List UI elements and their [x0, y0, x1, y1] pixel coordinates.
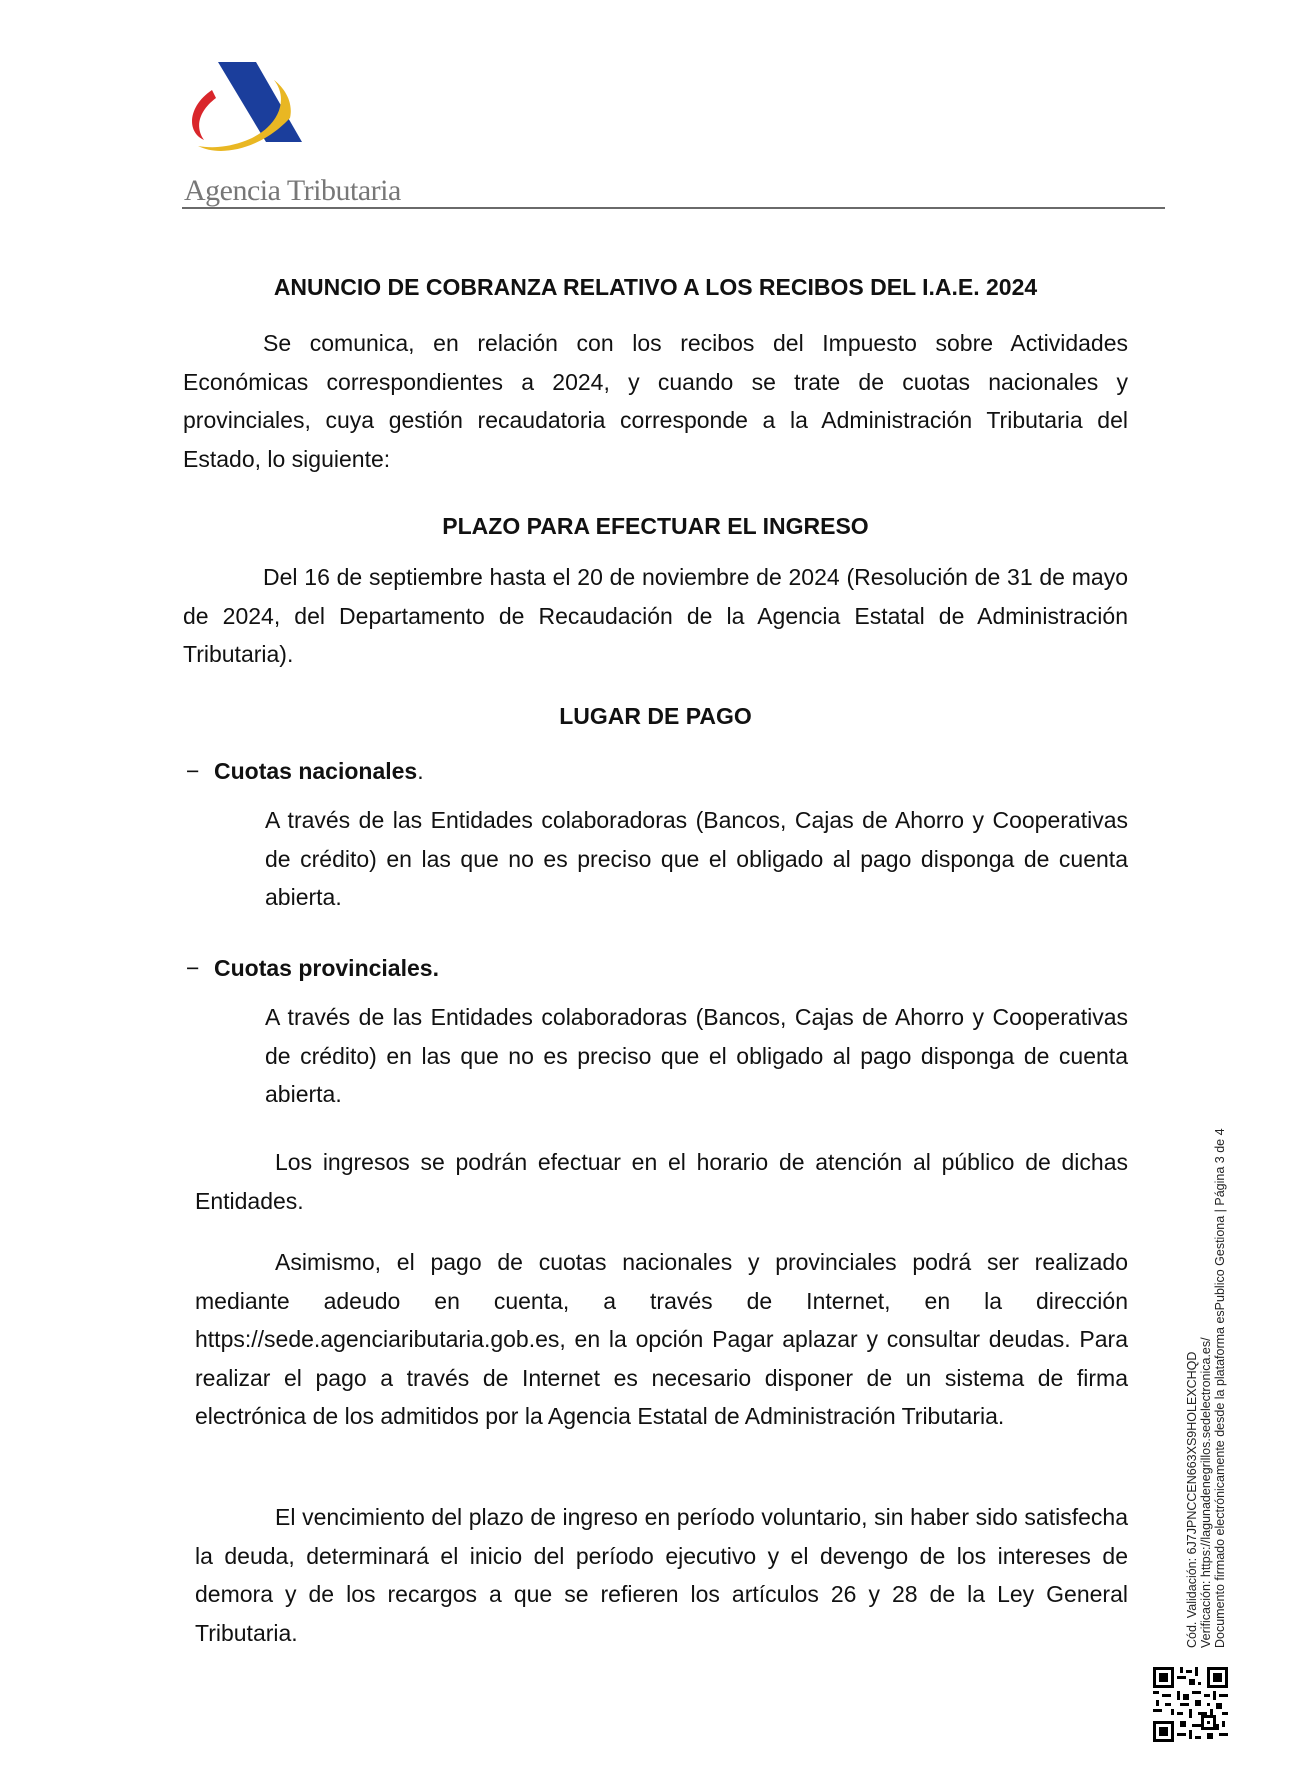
- bullet-punct: .: [417, 758, 424, 784]
- horario-paragraph: Los ingresos se podrán efectuar en el horario de atención al público de dichas Entidades.: [195, 1149, 1128, 1214]
- bullet-cuotas-provinciales: [186, 955, 439, 982]
- document-title: ANUNCIO DE COBRANZA RELATIVO A LOS RECIBOS DEL I.A.E. 2024: [273, 274, 1038, 300]
- nacionales-paragraph: A través de las Entidades colaboradoras (Bancos, Cajas de Ahorro y Cooperativas de crédito) en las que no es preciso que el obligado al pago disponga de cuenta abierta.: [265, 807, 1128, 910]
- qr-code-icon: [1153, 1667, 1228, 1742]
- plazo-paragraph: Del 16 de septiembre hasta el 20 de noviembre de 2024 (Resolución de 31 de mayo de 2024, del Departamento de Recaudación de la Agencia Estatal de Administración Tributaria).: [183, 564, 1128, 667]
- logo-text: Agencia Tributaria: [184, 174, 401, 207]
- intro-paragraph: Se comunica, en relación con los recibos del Impuesto sobre Actividades Económicas correspondientes a 2024, y cuando se trate de cuotas nacionales y provinciales, cuya gestión recaudatoria corresponde a la Administración Tributaria del Estado, lo siguiente:: [183, 330, 1128, 472]
- bullet-label: Cuotas provinciales.: [214, 955, 439, 981]
- header-rule: [182, 207, 1165, 209]
- plazo-heading: PLAZO PARA EFECTUAR EL INGRESO: [442, 513, 869, 539]
- lugar-heading: LUGAR DE PAGO: [559, 703, 752, 729]
- vencimiento-paragraph: El vencimiento del plazo de ingreso en período voluntario, sin haber sido satisfecha la deuda, determinará el inicio del período ejecutivo y el devengo de los intereses de demora y de los recargos a que se refieren los artículos 26 y 28 de la Ley General Tributaria.: [195, 1504, 1128, 1646]
- dash-icon: −: [186, 758, 200, 784]
- dash-icon: −: [186, 955, 200, 981]
- bullet-cuotas-nacionales: [186, 758, 424, 785]
- validation-url: Verificación: https://lagunadenegrillos.sedelectronica.es/: [1199, 1337, 1213, 1648]
- validation-code: Cód. Validación: 6J7JPNCCEN663XS9HOLEXCHQD: [1185, 1351, 1199, 1648]
- validation-note: Documento firmado electrónicamente desde la plataforma esPublico Gestiona | Página 3 de 4: [1213, 1128, 1227, 1648]
- validation-stamp: [1185, 1048, 1227, 1648]
- provinciales-paragraph: A través de las Entidades colaboradoras (Bancos, Cajas de Ahorro y Cooperativas de crédito) en las que no es preciso que el obligado al pago disponga de cuenta abierta.: [265, 1004, 1128, 1107]
- internet-paragraph: Asimismo, el pago de cuotas nacionales y provinciales podrá ser realizado mediante adeudo en cuenta, a través de Internet, en la dirección https://sede.agenciaributaria.gob.es, en la opción Pagar aplazar y consultar deudas. Para realizar el pago a través de Internet es necesario disponer de un sistema de firma electrónica de los admitidos por la Agencia Estatal de Administración Tributaria.: [195, 1249, 1128, 1429]
- agencia-tributaria-logo-icon: [182, 60, 317, 165]
- bullet-label: Cuotas nacionales: [214, 758, 418, 784]
